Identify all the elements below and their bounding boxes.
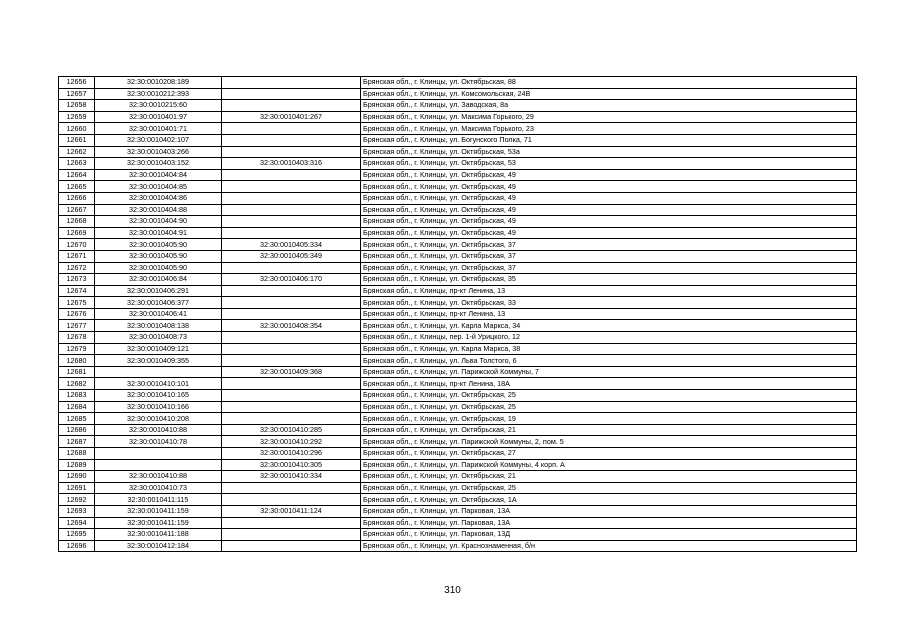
- table-row: [59, 123, 857, 135]
- row-number-cell: 12678: [59, 332, 95, 344]
- address-cell: Брянская обл., г. Клинцы, ул. Октябрьская, 49: [361, 169, 857, 181]
- building-cadastral-number-cell: 32:30:0010411:124: [222, 505, 361, 517]
- address-cell: Брянская обл., г. Клинцы, пр-кт Ленина, 18А: [361, 378, 857, 390]
- row-number-cell: 12688: [59, 448, 95, 460]
- table-row: [59, 111, 857, 123]
- cadastral-number-cell: 32:30:0010215:60: [95, 100, 222, 112]
- table-row: [59, 100, 857, 112]
- cadastral-number-cell: 32:30:0010406:291: [95, 285, 222, 297]
- cadastral-number-cell: 32:30:0010411:188: [95, 529, 222, 541]
- cadastral-number-cell: 32:30:0010410:78: [95, 436, 222, 448]
- row-number-cell: 12692: [59, 494, 95, 506]
- cadastral-number-cell: 32:30:0010410:88: [95, 471, 222, 483]
- address-cell: Брянская обл., г. Клинцы, ул. Парковая, 13А: [361, 505, 857, 517]
- address-cell: Брянская обл., г. Клинцы, пер. 1-й Урицкого, 12: [361, 332, 857, 344]
- table-row: [59, 158, 857, 170]
- building-cadastral-number-cell: [222, 390, 361, 402]
- building-cadastral-number-cell: [222, 100, 361, 112]
- table-row: [59, 181, 857, 193]
- table-row: [59, 239, 857, 251]
- row-number-cell: 12667: [59, 204, 95, 216]
- table-row: [59, 332, 857, 344]
- table-row: [59, 401, 857, 413]
- building-cadastral-number-cell: [222, 123, 361, 135]
- table-row: [59, 88, 857, 100]
- address-cell: Брянская обл., г. Клинцы, ул. Октябрьская, 25: [361, 482, 857, 494]
- cadastral-number-cell: 32:30:0010405:90: [95, 239, 222, 251]
- row-number-cell: 12659: [59, 111, 95, 123]
- cadastral-number-cell: 32:30:0010410:101: [95, 378, 222, 390]
- building-cadastral-number-cell: 32:30:0010410:285: [222, 424, 361, 436]
- table-row: [59, 459, 857, 471]
- address-cell: Брянская обл., г. Клинцы, ул. Октябрьская, 33: [361, 297, 857, 309]
- address-cell: Брянская обл., г. Клинцы, ул. Октябрьская, 27: [361, 448, 857, 460]
- property-table: [58, 76, 857, 552]
- row-number-cell: 12680: [59, 355, 95, 367]
- address-cell: Брянская обл., г. Клинцы, ул. Октябрьская, 49: [361, 216, 857, 228]
- building-cadastral-number-cell: [222, 297, 361, 309]
- row-number-cell: 12656: [59, 77, 95, 89]
- address-cell: Брянская обл., г. Клинцы, ул. Парижской Коммуны, 4 корп. А: [361, 459, 857, 471]
- address-cell: Брянская обл., г. Клинцы, ул. Льва Толстого, 6: [361, 355, 857, 367]
- row-number-cell: 12694: [59, 517, 95, 529]
- table-row: [59, 169, 857, 181]
- building-cadastral-number-cell: [222, 88, 361, 100]
- building-cadastral-number-cell: [222, 181, 361, 193]
- table-row: [59, 529, 857, 541]
- table-row: [59, 517, 857, 529]
- table-row: [59, 378, 857, 390]
- address-cell: Брянская обл., г. Клинцы, ул. Парижской Коммуны, 2, пом. 5: [361, 436, 857, 448]
- row-number-cell: 12670: [59, 239, 95, 251]
- table-row: [59, 134, 857, 146]
- building-cadastral-number-cell: 32:30:0010401:267: [222, 111, 361, 123]
- table-row: [59, 390, 857, 402]
- cadastral-number-cell: 32:30:0010411:115: [95, 494, 222, 506]
- table-row: [59, 343, 857, 355]
- cadastral-number-cell: 32:30:0010404:91: [95, 227, 222, 239]
- building-cadastral-number-cell: [222, 308, 361, 320]
- cadastral-number-cell: 32:30:0010404:86: [95, 192, 222, 204]
- cadastral-number-cell: 32:30:0010403:152: [95, 158, 222, 170]
- cadastral-number-cell: 32:30:0010401:97: [95, 111, 222, 123]
- row-number-cell: 12691: [59, 482, 95, 494]
- address-cell: Брянская обл., г. Клинцы, ул. Карла Маркса, 38: [361, 343, 857, 355]
- building-cadastral-number-cell: [222, 146, 361, 158]
- building-cadastral-number-cell: 32:30:0010410:296: [222, 448, 361, 460]
- address-cell: Брянская обл., г. Клинцы, пр-кт Ленина, 13: [361, 285, 857, 297]
- building-cadastral-number-cell: [222, 378, 361, 390]
- cadastral-number-cell: 32:30:0010403:266: [95, 146, 222, 158]
- building-cadastral-number-cell: [222, 192, 361, 204]
- row-number-cell: 12666: [59, 192, 95, 204]
- row-number-cell: 12664: [59, 169, 95, 181]
- building-cadastral-number-cell: 32:30:0010410:305: [222, 459, 361, 471]
- building-cadastral-number-cell: [222, 169, 361, 181]
- table-row: [59, 471, 857, 483]
- building-cadastral-number-cell: [222, 343, 361, 355]
- building-cadastral-number-cell: [222, 77, 361, 89]
- table-row: [59, 494, 857, 506]
- address-cell: Брянская обл., г. Клинцы, ул. Октябрьская, 49: [361, 192, 857, 204]
- cadastral-number-cell: 32:30:0010408:138: [95, 320, 222, 332]
- address-cell: Брянская обл., г. Клинцы, ул. Октябрьская, 53: [361, 158, 857, 170]
- cadastral-number-cell: 32:30:0010405:90: [95, 262, 222, 274]
- cadastral-number-cell: 32:30:0010404:85: [95, 181, 222, 193]
- address-cell: Брянская обл., г. Клинцы, ул. Октябрьская, 21: [361, 471, 857, 483]
- address-cell: Брянская обл., г. Клинцы, ул. Краснознаменная, б/н: [361, 540, 857, 552]
- building-cadastral-number-cell: [222, 262, 361, 274]
- row-number-cell: 12675: [59, 297, 95, 309]
- cadastral-number-cell: [95, 448, 222, 460]
- building-cadastral-number-cell: 32:30:0010405:349: [222, 250, 361, 262]
- row-number-cell: 12674: [59, 285, 95, 297]
- row-number-cell: 12683: [59, 390, 95, 402]
- cadastral-number-cell: 32:30:0010409:121: [95, 343, 222, 355]
- building-cadastral-number-cell: 32:30:0010409:368: [222, 366, 361, 378]
- row-number-cell: 12676: [59, 308, 95, 320]
- table-row: [59, 297, 857, 309]
- row-number-cell: 12684: [59, 401, 95, 413]
- table-row: [59, 320, 857, 332]
- table-row: [59, 308, 857, 320]
- address-cell: Брянская обл., г. Клинцы, ул. Октябрьская, 1А: [361, 494, 857, 506]
- row-number-cell: 12660: [59, 123, 95, 135]
- table-row: [59, 204, 857, 216]
- row-number-cell: 12668: [59, 216, 95, 228]
- row-number-cell: 12673: [59, 274, 95, 286]
- row-number-cell: 12686: [59, 424, 95, 436]
- building-cadastral-number-cell: [222, 540, 361, 552]
- row-number-cell: 12657: [59, 88, 95, 100]
- cadastral-number-cell: 32:30:0010411:159: [95, 517, 222, 529]
- cadastral-number-cell: 32:30:0010410:165: [95, 390, 222, 402]
- building-cadastral-number-cell: [222, 332, 361, 344]
- cadastral-number-cell: 32:30:0010208:189: [95, 77, 222, 89]
- address-cell: Брянская обл., г. Клинцы, ул. Октябрьская, 25: [361, 390, 857, 402]
- row-number-cell: 12662: [59, 146, 95, 158]
- building-cadastral-number-cell: [222, 285, 361, 297]
- table-row: [59, 482, 857, 494]
- table-row: [59, 505, 857, 517]
- table-row: [59, 436, 857, 448]
- cadastral-number-cell: 32:30:0010410:73: [95, 482, 222, 494]
- cadastral-number-cell: 32:30:0010408:73: [95, 332, 222, 344]
- cadastral-number-cell: 32:30:0010410:166: [95, 401, 222, 413]
- row-number-cell: 12677: [59, 320, 95, 332]
- address-cell: Брянская обл., г. Клинцы, ул. Богунского Полка, 71: [361, 134, 857, 146]
- address-cell: Брянская обл., г. Клинцы, ул. Октябрьская, 49: [361, 227, 857, 239]
- address-cell: Брянская обл., г. Клинцы, ул. Октябрьская, 37: [361, 262, 857, 274]
- table-row: [59, 192, 857, 204]
- address-cell: Брянская обл., г. Клинцы, ул. Октябрьская, 21: [361, 424, 857, 436]
- address-cell: Брянская обл., г. Клинцы, ул. Октябрьская, 37: [361, 239, 857, 251]
- building-cadastral-number-cell: [222, 517, 361, 529]
- address-cell: Брянская обл., г. Клинцы, ул. Парковая, 13А: [361, 517, 857, 529]
- cadastral-number-cell: 32:30:0010411:159: [95, 505, 222, 517]
- address-cell: Брянская обл., г. Клинцы, ул. Заводская, 8а: [361, 100, 857, 112]
- cadastral-number-cell: 32:30:0010406:84: [95, 274, 222, 286]
- row-number-cell: 12696: [59, 540, 95, 552]
- building-cadastral-number-cell: [222, 204, 361, 216]
- table-row: [59, 424, 857, 436]
- address-cell: Брянская обл., г. Клинцы, ул. Октябрьская, 25: [361, 401, 857, 413]
- cadastral-number-cell: 32:30:0010410:88: [95, 424, 222, 436]
- table-row: [59, 146, 857, 158]
- address-cell: Брянская обл., г. Клинцы, пр-кт Ленина, 13: [361, 308, 857, 320]
- row-number-cell: 12663: [59, 158, 95, 170]
- table-row: [59, 250, 857, 262]
- address-cell: Брянская обл., г. Клинцы, ул. Октябрьская, 49: [361, 204, 857, 216]
- cadastral-number-cell: 32:30:0010406:41: [95, 308, 222, 320]
- table-row: [59, 285, 857, 297]
- table-row: [59, 77, 857, 89]
- building-cadastral-number-cell: [222, 482, 361, 494]
- building-cadastral-number-cell: 32:30:0010410:334: [222, 471, 361, 483]
- cadastral-number-cell: 32:30:0010404:88: [95, 204, 222, 216]
- table-row: [59, 413, 857, 425]
- row-number-cell: 12693: [59, 505, 95, 517]
- row-number-cell: 12658: [59, 100, 95, 112]
- row-number-cell: 12665: [59, 181, 95, 193]
- cadastral-number-cell: 32:30:0010409:355: [95, 355, 222, 367]
- address-cell: Брянская обл., г. Клинцы, ул. Октябрьская, 35: [361, 274, 857, 286]
- address-cell: Брянская обл., г. Клинцы, ул. Октябрьская, 88: [361, 77, 857, 89]
- page-number: 310: [444, 585, 461, 596]
- table-row: [59, 274, 857, 286]
- table-row: [59, 448, 857, 460]
- building-cadastral-number-cell: [222, 216, 361, 228]
- building-cadastral-number-cell: [222, 413, 361, 425]
- row-number-cell: 12689: [59, 459, 95, 471]
- cadastral-number-cell: 32:30:0010401:71: [95, 123, 222, 135]
- row-number-cell: 12679: [59, 343, 95, 355]
- address-cell: Брянская обл., г. Клинцы, ул. Карла Маркса, 34: [361, 320, 857, 332]
- cadastral-number-cell: 32:30:0010404:90: [95, 216, 222, 228]
- address-cell: Брянская обл., г. Клинцы, ул. Октябрьская, 49: [361, 181, 857, 193]
- building-cadastral-number-cell: [222, 355, 361, 367]
- address-cell: Брянская обл., г. Клинцы, ул. Максима Горького, 23: [361, 123, 857, 135]
- building-cadastral-number-cell: 32:30:0010410:292: [222, 436, 361, 448]
- address-cell: Брянская обл., г. Клинцы, ул. Парижской Коммуны, 7: [361, 366, 857, 378]
- building-cadastral-number-cell: 32:30:0010406:170: [222, 274, 361, 286]
- table-row: [59, 216, 857, 228]
- row-number-cell: 12681: [59, 366, 95, 378]
- building-cadastral-number-cell: [222, 529, 361, 541]
- cadastral-number-cell: [95, 459, 222, 471]
- table-row: [59, 355, 857, 367]
- cadastral-number-cell: 32:30:0010406:377: [95, 297, 222, 309]
- table-body: [59, 77, 857, 552]
- row-number-cell: 12669: [59, 227, 95, 239]
- table-row: [59, 227, 857, 239]
- address-cell: Брянская обл., г. Клинцы, ул. Комсомольская, 24В: [361, 88, 857, 100]
- building-cadastral-number-cell: 32:30:0010405:334: [222, 239, 361, 251]
- row-number-cell: 12672: [59, 262, 95, 274]
- row-number-cell: 12695: [59, 529, 95, 541]
- building-cadastral-number-cell: [222, 134, 361, 146]
- row-number-cell: 12661: [59, 134, 95, 146]
- cadastral-number-cell: 32:30:0010405:90: [95, 250, 222, 262]
- cadastral-number-cell: 32:30:0010410:208: [95, 413, 222, 425]
- row-number-cell: 12685: [59, 413, 95, 425]
- cadastral-number-cell: 32:30:0010412:184: [95, 540, 222, 552]
- cadastral-number-cell: [95, 366, 222, 378]
- cadastral-number-cell: 32:30:0010402:107: [95, 134, 222, 146]
- cadastral-number-cell: 32:30:0010212:393: [95, 88, 222, 100]
- address-cell: Брянская обл., г. Клинцы, ул. Октябрьская, 53а: [361, 146, 857, 158]
- table-row: [59, 540, 857, 552]
- address-cell: Брянская обл., г. Клинцы, ул. Парковая, 13Д: [361, 529, 857, 541]
- row-number-cell: 12687: [59, 436, 95, 448]
- building-cadastral-number-cell: [222, 494, 361, 506]
- building-cadastral-number-cell: [222, 401, 361, 413]
- row-number-cell: 12671: [59, 250, 95, 262]
- building-cadastral-number-cell: 32:30:0010403:316: [222, 158, 361, 170]
- table-row: [59, 262, 857, 274]
- cadastral-number-cell: 32:30:0010404:84: [95, 169, 222, 181]
- building-cadastral-number-cell: 32:30:0010408:354: [222, 320, 361, 332]
- address-cell: Брянская обл., г. Клинцы, ул. Максима Горького, 29: [361, 111, 857, 123]
- address-cell: Брянская обл., г. Клинцы, ул. Октябрьская, 37: [361, 250, 857, 262]
- address-cell: Брянская обл., г. Клинцы, ул. Октябрьская, 19: [361, 413, 857, 425]
- row-number-cell: 12690: [59, 471, 95, 483]
- table-row: [59, 366, 857, 378]
- building-cadastral-number-cell: [222, 227, 361, 239]
- row-number-cell: 12682: [59, 378, 95, 390]
